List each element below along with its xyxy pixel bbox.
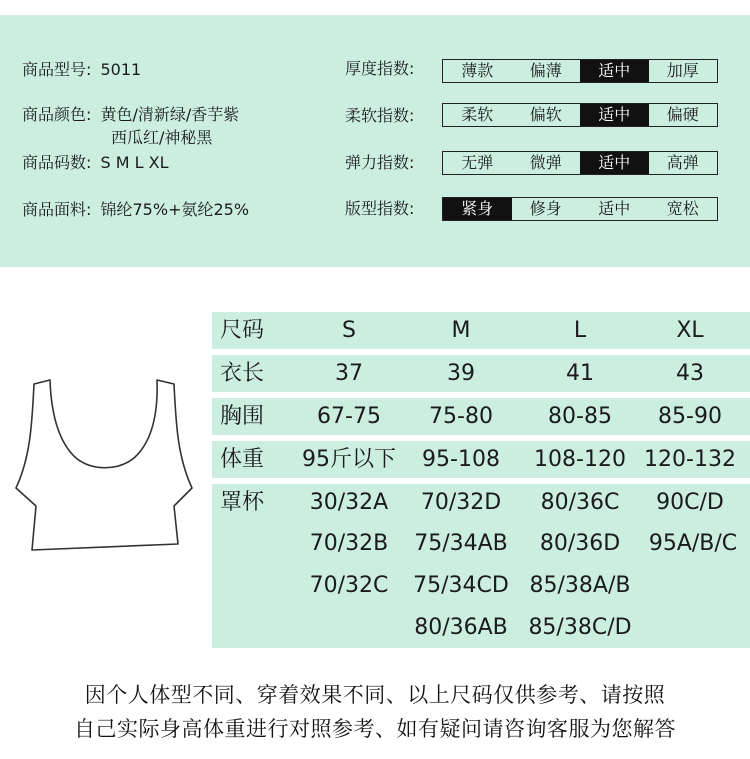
fabric-label: 商品面料: — [22, 200, 92, 219]
fit-option[interactable]: 适中 — [598, 199, 631, 218]
elasticity-option-selected[interactable]: 适中 — [580, 152, 649, 174]
cup-m-1: 70/32D — [420, 490, 502, 515]
fabric-value: 锦纶75%+氨纶25% — [100, 200, 250, 219]
length-l: 41 — [566, 361, 594, 386]
size-row — [22, 152, 169, 174]
sports-bra-outline-icon — [14, 378, 196, 554]
weight-m: 95-108 — [422, 447, 500, 472]
model-label: 商品型号: — [22, 60, 92, 79]
cup-row — [212, 484, 750, 648]
elasticity-index-label: 弹力指数: — [345, 153, 415, 172]
elasticity-option[interactable]: 微弹 — [529, 153, 562, 172]
size-label: 商品码数: — [22, 153, 92, 172]
thickness-option-selected[interactable]: 适中 — [580, 60, 649, 82]
elasticity-option[interactable]: 无弹 — [461, 153, 494, 172]
elasticity-option[interactable]: 高弹 — [666, 153, 699, 172]
weight-row — [212, 441, 750, 478]
thickness-index-label: 厚度指数: — [345, 59, 415, 78]
size-note-line2: 自己实际身高体重进行对照参考、如有疑问请咨询客服为您解答 — [74, 717, 676, 741]
cup-m-3: 75/34CD — [413, 573, 509, 598]
length-s: 37 — [335, 361, 363, 386]
weight-label: 体重 — [220, 447, 265, 472]
cup-s-2: 70/32B — [309, 531, 389, 556]
bust-label: 胸围 — [220, 404, 265, 429]
cup-l-1: 80/36C — [540, 490, 620, 515]
cup-l-2: 80/36D — [539, 531, 621, 556]
size-note-line1: 因个人体型不同、穿着效果不同、以上尺码仅供参考、请按照 — [84, 683, 666, 707]
model-value: 5011 — [100, 60, 142, 79]
cup-label: 罩杯 — [220, 490, 265, 515]
size-header-label: 尺码 — [220, 318, 265, 343]
softness-index-label: 柔软指数: — [345, 106, 415, 125]
color-label: 商品颜色: — [22, 105, 92, 124]
fit-index-scale — [442, 197, 718, 221]
cup-s-1: 30/32A — [309, 490, 389, 515]
cup-l-4: 85/38C/D — [528, 615, 632, 640]
size-m-header: M — [451, 318, 471, 343]
fit-index-label: 版型指数: — [345, 199, 415, 218]
color-value-line2: 西瓜红/神秘黑 — [111, 128, 213, 147]
softness-index-scale — [442, 103, 718, 127]
bust-m: 75-80 — [429, 404, 493, 429]
fabric-row — [22, 199, 249, 221]
cup-m-4: 80/36AB — [414, 615, 508, 640]
color-row — [22, 104, 239, 126]
softness-option[interactable]: 偏软 — [529, 105, 562, 124]
fit-option[interactable]: 宽松 — [666, 199, 699, 218]
fit-option[interactable]: 修身 — [529, 199, 562, 218]
thickness-option[interactable]: 薄款 — [461, 61, 494, 80]
size-value: S M L XL — [100, 153, 169, 172]
cup-m-2: 75/34AB — [414, 531, 508, 556]
size-l-header: L — [573, 318, 587, 343]
bust-row — [212, 398, 750, 435]
size-header-row — [212, 312, 750, 349]
length-row — [212, 355, 750, 392]
softness-option-selected[interactable]: 适中 — [580, 104, 649, 126]
model-row — [22, 59, 141, 81]
weight-s: 95斤以下 — [302, 447, 396, 472]
length-xl: 43 — [676, 361, 704, 386]
weight-xl: 120-132 — [644, 447, 736, 472]
cup-s-3: 70/32C — [309, 573, 389, 598]
thickness-option[interactable]: 偏薄 — [529, 61, 562, 80]
bust-s: 67-75 — [317, 404, 381, 429]
cup-xl-2: 95A/B/C — [648, 531, 738, 556]
weight-l: 108-120 — [534, 447, 626, 472]
thickness-index-scale — [442, 59, 718, 83]
softness-option[interactable]: 柔软 — [461, 105, 494, 124]
thickness-option[interactable]: 加厚 — [666, 61, 699, 80]
bust-l: 80-85 — [548, 404, 612, 429]
cup-xl-1: 90C/D — [656, 490, 724, 515]
elasticity-index-scale — [442, 151, 718, 175]
length-m: 39 — [447, 361, 475, 386]
length-label: 衣长 — [220, 361, 265, 386]
bust-xl: 85-90 — [658, 404, 722, 429]
fit-option-selected[interactable]: 紧身 — [443, 198, 512, 220]
softness-option[interactable]: 偏硬 — [666, 105, 699, 124]
size-xl-header: XL — [676, 318, 704, 343]
product-info-panel — [0, 15, 750, 267]
cup-l-3: 85/38A/B — [529, 573, 631, 598]
size-chart-table — [212, 312, 750, 648]
color-value-line1: 黄色/清新绿/香芋紫 — [100, 105, 240, 124]
size-s-header: S — [342, 318, 356, 343]
